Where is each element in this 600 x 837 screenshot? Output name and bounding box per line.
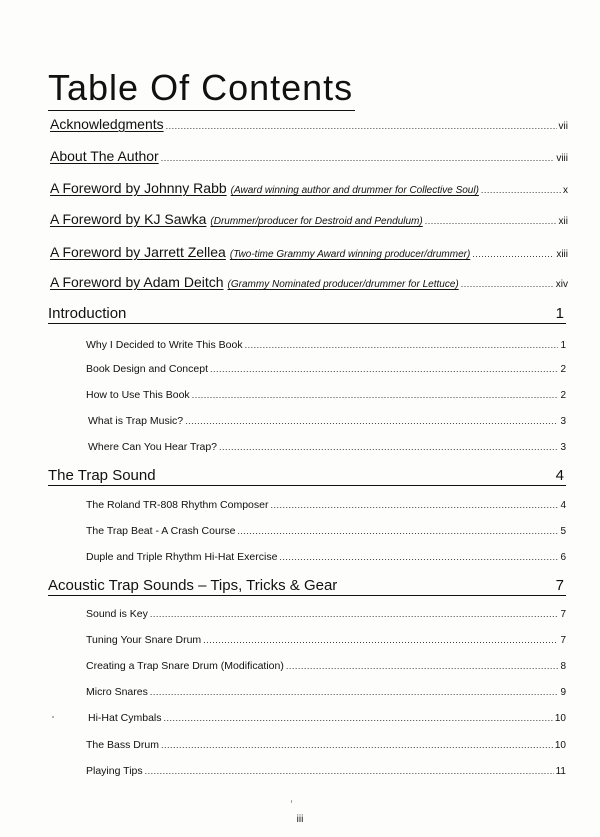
toc-section[interactable] <box>86 389 566 401</box>
leader-dots <box>245 340 559 350</box>
toc-section-label: Tuning Your Snare Drum <box>86 634 202 646</box>
scan-speck <box>52 716 54 718</box>
scan-speck <box>291 800 292 803</box>
toc-entry-note: (Drummer/producer for Destroid and Pendulum) <box>210 216 423 227</box>
leader-dots <box>164 713 553 723</box>
leader-dots <box>161 153 555 163</box>
chapter-page: 1 <box>555 305 564 322</box>
toc-entry-label: About The Author <box>50 148 159 164</box>
leader-dots <box>219 442 558 452</box>
toc-entry[interactable] <box>50 211 568 227</box>
chapter-title: Introduction <box>48 305 127 322</box>
toc-section[interactable] <box>88 441 566 453</box>
toc-section-label: Creating a Trap Snare Drum (Modification) <box>86 660 284 672</box>
toc-section[interactable] <box>86 551 566 563</box>
toc-entry[interactable] <box>50 244 568 260</box>
page-number: iii <box>296 814 304 825</box>
toc-section[interactable] <box>86 686 566 698</box>
toc-section[interactable] <box>88 415 566 427</box>
toc-entry-label: A Foreword by KJ Sawka <box>50 211 207 227</box>
leader-dots <box>270 500 558 510</box>
toc-section-label: Why I Decided to Write This Book <box>86 339 243 351</box>
leader-dots <box>150 687 559 697</box>
toc-section-page: 7 <box>560 635 566 646</box>
leader-dots <box>461 279 554 289</box>
toc-section-label: Playing Tips <box>86 765 143 777</box>
leader-dots <box>203 635 558 645</box>
toc-section-page: 3 <box>560 442 566 453</box>
leader-dots <box>185 416 558 426</box>
toc-section-label: Hi-Hat Cymbals <box>88 712 162 724</box>
toc-section[interactable] <box>86 739 566 751</box>
toc-entry[interactable] <box>50 274 568 290</box>
toc-entry-page: xiv <box>555 279 568 290</box>
toc-entry-note: (Grammy Nominated producer/drummer for Lettuce) <box>227 279 459 290</box>
toc-section[interactable] <box>86 339 566 351</box>
toc-section-page: 1 <box>560 340 566 351</box>
leader-dots <box>472 249 554 259</box>
toc-section-page: 3 <box>560 416 566 427</box>
toc-section-label: Micro Snares <box>86 686 148 698</box>
toc-section-label: Book Design and Concept <box>86 363 208 375</box>
leader-dots <box>481 185 561 195</box>
toc-section-page: 5 <box>560 526 566 537</box>
toc-entry[interactable] <box>50 180 568 196</box>
toc-section[interactable] <box>86 499 566 511</box>
toc-section-page: 6 <box>560 552 566 563</box>
chapter-title: The Trap Sound <box>48 467 156 484</box>
toc-section-page: 11 <box>555 766 566 777</box>
toc-section-label: The Roland TR-808 Rhythm Composer <box>86 499 269 511</box>
toc-section[interactable] <box>86 525 566 537</box>
toc-section-label: The Bass Drum <box>86 739 159 751</box>
toc-section[interactable] <box>86 634 566 646</box>
chapter-title: Acoustic Trap Sounds – Tips, Tricks & Gear <box>48 577 338 594</box>
leader-dots <box>150 609 559 619</box>
toc-entry-label: A Foreword by Johnny Rabb <box>50 180 227 196</box>
chapter-heading[interactable] <box>48 577 566 596</box>
toc-section-page: 8 <box>560 661 566 672</box>
page-title: Table Of Contents <box>48 66 355 111</box>
toc-entry-label: A Foreword by Adam Deitch <box>50 274 224 290</box>
toc-section[interactable] <box>86 608 566 620</box>
toc-entry-note: (Two-time Grammy Award winning producer/drummer) <box>229 249 471 260</box>
toc-section-label: What is Trap Music? <box>88 415 184 427</box>
toc-entry-label: A Foreword by Jarrett Zellea <box>50 244 226 260</box>
chapter-heading[interactable] <box>48 305 566 324</box>
toc-section-page: 4 <box>560 500 566 511</box>
toc-entry-page: xiii <box>556 249 568 260</box>
toc-section-page: 2 <box>560 390 566 401</box>
chapter-heading[interactable] <box>48 467 566 486</box>
toc-entry-label: Acknowledgments <box>50 116 164 132</box>
toc-section-page: 2 <box>560 364 566 375</box>
leader-dots <box>145 766 554 776</box>
chapter-page: 4 <box>555 467 564 484</box>
toc-section-label: How to Use This Book <box>86 389 190 401</box>
toc-entry-page: x <box>563 185 568 196</box>
toc-section-label: The Trap Beat - A Crash Course <box>86 525 236 537</box>
leader-dots <box>166 121 557 131</box>
toc-entry-page: xii <box>558 216 568 227</box>
toc-section[interactable] <box>86 765 566 777</box>
toc-section-page: 9 <box>560 687 566 698</box>
toc-section-page: 7 <box>560 609 566 620</box>
leader-dots <box>210 364 558 374</box>
toc-entry-page: vii <box>558 121 568 132</box>
leader-dots <box>161 740 553 750</box>
chapter-page: 7 <box>555 577 564 594</box>
leader-dots <box>192 390 559 400</box>
toc-section[interactable] <box>86 660 566 672</box>
toc-entry[interactable] <box>50 148 568 164</box>
toc-section-page: 10 <box>554 713 566 724</box>
leader-dots <box>279 552 558 562</box>
toc-section-page: 10 <box>554 740 566 751</box>
leader-dots <box>237 526 558 536</box>
toc-section[interactable] <box>86 363 566 375</box>
leader-dots <box>286 661 559 671</box>
toc-entry-note: (Award winning author and drummer for Collective Soul) <box>230 185 479 196</box>
toc-section[interactable] <box>88 712 566 724</box>
toc-entry[interactable] <box>50 116 568 132</box>
toc-section-label: Where Can You Hear Trap? <box>88 441 217 453</box>
leader-dots <box>425 216 557 226</box>
toc-section-label: Sound is Key <box>86 608 148 620</box>
toc-section-label: Duple and Triple Rhythm Hi-Hat Exercise <box>86 551 278 563</box>
toc-entry-page: viii <box>556 153 568 164</box>
